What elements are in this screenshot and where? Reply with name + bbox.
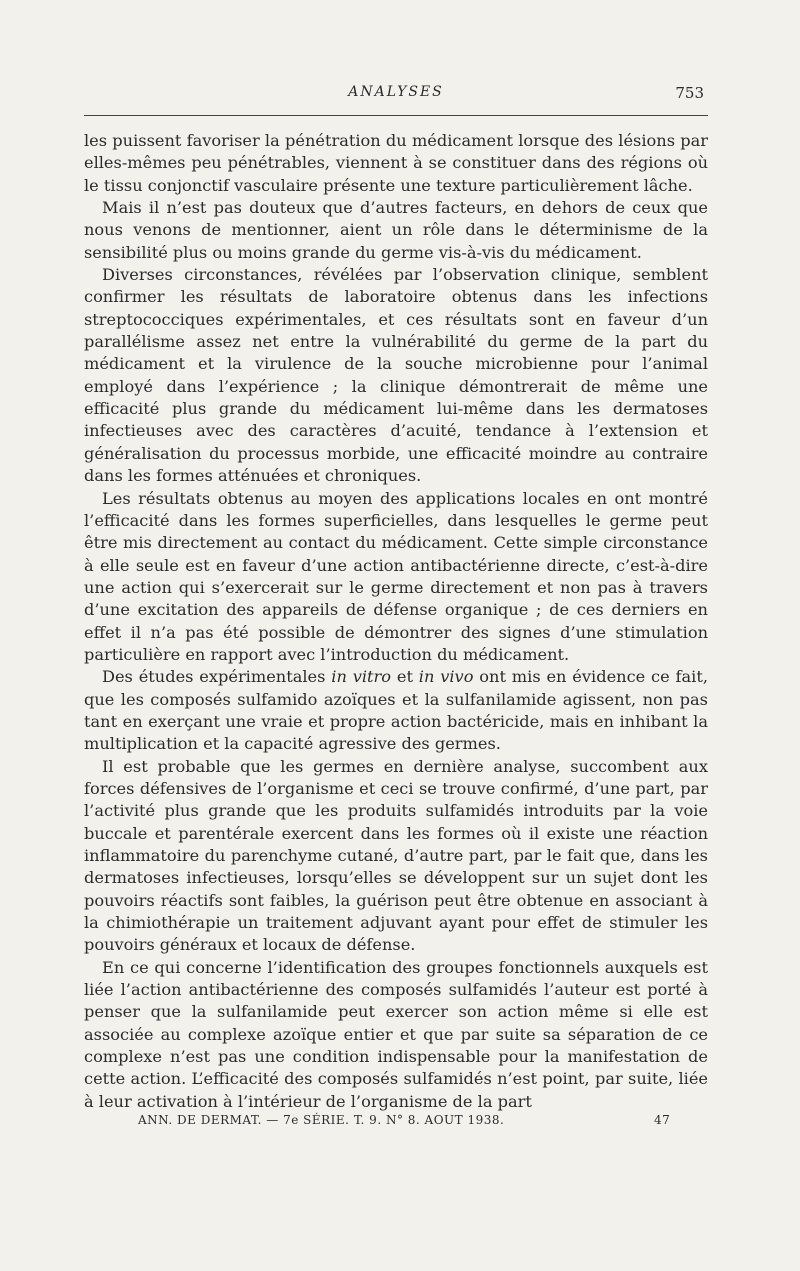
italic-term: in vitro (331, 667, 392, 687)
signature-number: 47 (654, 1113, 671, 1127)
document-page (84, 0, 708, 1271)
italic-term: in vivo (418, 667, 474, 687)
paragraph (84, 130, 708, 197)
paragraph (84, 756, 708, 957)
journal-citation: ANN. DE DERMAT. — 7e SÉRIE. T. 9. N° 8. AOUT 1938. (138, 1113, 505, 1127)
body-text (84, 130, 708, 1113)
text-run: Il est probable que les germes en dernière analyse, succombent aux forces défensives de l’organisme et ceci se trouve confirmé, d’une part, par l’activité plus grande que les produits sulfamidés introduits par la voie buccale et parentérale exercent dans les formes où il existe une réaction inflammatoire du parenchyme cutané, d’autre part, par le fait que, dans les dermatoses infectieuses, lorsqu’elles se développent sur un sujet dont les pouvoirs réactifs sont faibles, la guérison peut être obtenue en associant à la chimiothérapie un traitement adjuvant ayant pour effet de stimuler les pouvoirs généraux et locaux de défense. (84, 756, 708, 955)
text-run: En ce qui concerne l’identification des groupes fonctionnels auxquels est liée l’action antibactérienne des composés sulfamidés l’auteur est porté à penser que la sulfanilamide peut exercer son action même si elle est associée au complexe azoïque entier et que par suite sa séparation de ce complexe n’est pas une condition indispensable pour la manifestation de cette action. L’efficacité des composés sulfamidés n’est point, par suite, liée à leur activation à l’intérieur de l’organisme de la part (84, 957, 708, 1111)
paragraph (84, 264, 708, 487)
text-run: les puissent favoriser la pénétration du médicament lorsque des lésions par elles-mêmes peu pénétrables, viennent à se constituer dans des régions où le tissu conjonctif vasculaire présente une texture particulièrement lâche. (84, 131, 708, 195)
text-run: ont mis en évidence ce fait, que les composés sulfamido azoïques et la sulfanilamide agissent, non pas tant en exerçant une vraie et propre action bactéricide, mais en inhibant la multiplication et la capacité agressive des germes. (84, 667, 709, 754)
running-head-title: ANALYSES (348, 84, 444, 100)
text-run: Diverses circonstances, révélées par l’observation clinique, semblent confirmer les résultats de laboratoire obtenus dans les infections streptococciques expérimentales, et ces résultats sont en faveur d’un parallélisme assez net entre la vulnérabilité du germe de la part du médicament et la virulence de la souche microbienne pour l’animal employé dans l’expérience ; la clinique démontrerait de même une efficacité plus grande du médicament lui-même dans les dermatoses infectieuses avec des caractères d’acuité, tendance à l’extension et généralisation du processus morbide, une efficacité moindre au contraire dans les formes atténuées et chroniques. (84, 265, 708, 486)
text-run: Des études expérimentales (102, 667, 332, 687)
header-rule (84, 115, 708, 116)
text-run: Mais il n’est pas douteux que d’autres facteurs, en dehors de ceux que nous venons de mentionner, aient un rôle dans le déterminisme de la sensibilité plus ou moins grande du germe vis-à-vis du médicament. (84, 198, 708, 262)
paragraph (84, 197, 708, 264)
paragraph (84, 957, 708, 1113)
paragraph (84, 488, 708, 667)
text-run: et (391, 667, 419, 687)
paragraph (84, 666, 708, 755)
page-number: 753 (675, 84, 704, 102)
running-head (84, 84, 708, 108)
text-run: Les résultats obtenus au moyen des applications locales en ont montré l’efficacité dans les formes superficielles, dans lesquelles le germe peut être mis directement au contact du médicament. Cette simple circonstance à elle seule est en faveur d’une action antibactérienne directe, c’est-à-dire une action qui s’exercerait sur le germe directement et non pas à travers d’une excitation des appareils de défense organique ; de ces derniers en effet il n’a pas été possible de démontrer des signes d’une stimulation particulière en rapport avec l’introduction du médicament. (84, 488, 708, 664)
